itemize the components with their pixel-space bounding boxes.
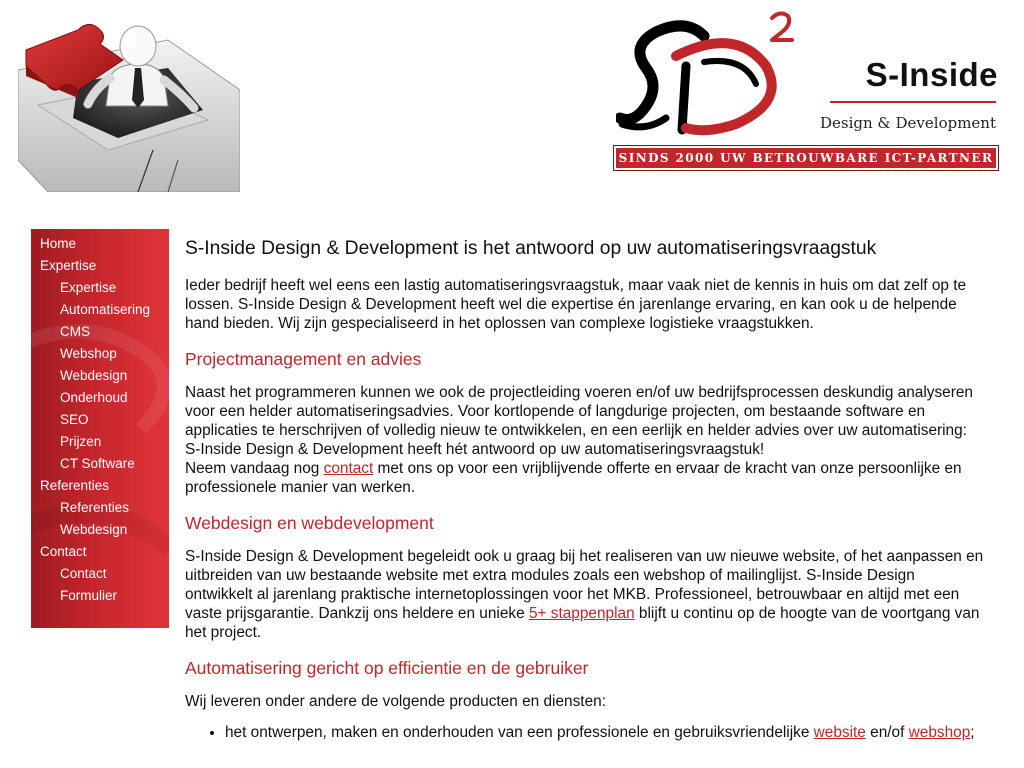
contact-cta-text-before: Neem vandaag nog	[185, 460, 324, 477]
sidebar-item-webshop[interactable]: Webshop	[60, 346, 117, 361]
sidebar-menu	[31, 229, 169, 607]
bullet-text-mid: en/of	[865, 724, 909, 741]
brand-divider	[830, 101, 996, 103]
main-content	[185, 236, 985, 742]
sidebar-item-onderhoud[interactable]: Onderhoud	[60, 390, 128, 405]
sidebar-group-expertise[interactable]: Expertise	[40, 258, 97, 273]
list-item	[225, 723, 985, 742]
sidebar-group-referenties[interactable]: Referenties	[40, 478, 110, 493]
sidebar-item-cms[interactable]: CMS	[60, 324, 90, 339]
page-title: S-Inside Design & Development is het antwoord op uw automatiseringsvraagstuk	[185, 238, 877, 259]
webdesign-text-before: S-Inside Design & Development begeleidt ook u graag bij het realiseren van uw nieuwe website, of het aanpassen en uitbreiden van uw bestaande website met extra modules zoals een webshop of mailinglijst. S-Inside Design ontwikkelt al jarenlang praktische internetoplossingen voor het MKB. Professioneel, betrouwbaar en altijd met een vaste prijsgarantie. Dankzij ons heldere en unieke	[185, 548, 984, 622]
website-link[interactable]: website	[813, 724, 866, 741]
bullet-text-before: het ontwerpen, maken en onderhouden van een professionele en gebruiksvriendelijke	[225, 724, 814, 741]
sidebar-item-automatisering[interactable]: Automatisering	[60, 302, 151, 317]
sidebar-item-expertise[interactable]: Expertise	[60, 280, 117, 295]
sidebar-item-prijzen[interactable]: Prijzen	[60, 434, 102, 449]
sidebar-item-referenties[interactable]: Referenties	[60, 500, 130, 515]
intro-paragraph: Ieder bedrijf heeft wel eens een lastig automatiseringsvraagstuk, maar vaak niet de kennis in huis om dat zelf op te lossen. S-Inside Design & Development heeft wel die expertise én jarenlange ervaring, en kan ook u de helpende hand bieden. Wij zijn gespecialiseerd in het oplossen van complexe logistieke vraagstukken.	[185, 277, 967, 332]
services-list	[185, 723, 985, 742]
sidebar-item-formulier[interactable]: Formulier	[60, 588, 118, 603]
contact-cta-paragraph	[185, 459, 985, 497]
sidebar-item-contact[interactable]: Contact	[60, 566, 107, 581]
sidebar-nav	[31, 229, 169, 628]
sd-logo-mark	[616, 6, 806, 136]
sidebar-group-contact[interactable]: Contact	[40, 544, 87, 559]
sidebar-item-home[interactable]: Home	[40, 236, 77, 251]
sidebar-item-webdesign[interactable]: Webdesign	[60, 368, 128, 383]
stappenplan-link[interactable]: 5+ stappenplan	[528, 605, 635, 622]
section-heading-projectmanagement: Projectmanagement en advies	[185, 349, 422, 369]
brand-name: S-Inside	[865, 56, 998, 93]
services-intro: Wij leveren onder andere de volgende producten en diensten:	[185, 693, 606, 710]
contact-cta-text-after: met ons op voor een vrijblijvende offerte en ervaar de kracht van onze persoonlijke en professionele manier van werken.	[185, 460, 962, 496]
projectmanagement-paragraph: Naast het programmeren kunnen we ook de projectleiding voeren en/of uw bedrijfsprocessen deskundig analyseren voor een helder automatiseringsadvies. Voor kortlopende of langdurige projecten, om bestaande software en applicaties te herschrijven of volledig nieuw te ontwikkelen, en een eerlijk en helder advies over uw automatisering: S-Inside Design & Development heeft hét antwoord op uw automatiseringsvraagstuk!	[185, 384, 973, 458]
webdesign-text-after: blijft u continu op de hoogte van de voortgang van het project.	[185, 605, 980, 641]
sidebar-item-seo[interactable]: SEO	[60, 412, 89, 427]
brand-logo[interactable]	[612, 6, 1002, 172]
contact-link[interactable]: contact	[323, 460, 374, 477]
bullet-text-after: ;	[970, 724, 975, 741]
sidebar-item-ct-software[interactable]: CT Software	[60, 456, 135, 471]
tagline-banner: SINDS 2000 UW BETROUWBARE ICT-PARTNER	[616, 148, 996, 168]
webdesign-paragraph	[185, 547, 985, 642]
hero-puzzle-illustration	[18, 10, 240, 192]
webshop-link[interactable]: webshop	[908, 724, 971, 741]
brand-subtitle: Design & Development	[819, 114, 996, 132]
section-heading-webdesign: Webdesign en webdevelopment	[185, 513, 434, 533]
sidebar-item-referenties-webdesign[interactable]: Webdesign	[60, 522, 128, 537]
section-heading-automatisering: Automatisering gericht op efficientie en de gebruiker	[185, 658, 589, 678]
